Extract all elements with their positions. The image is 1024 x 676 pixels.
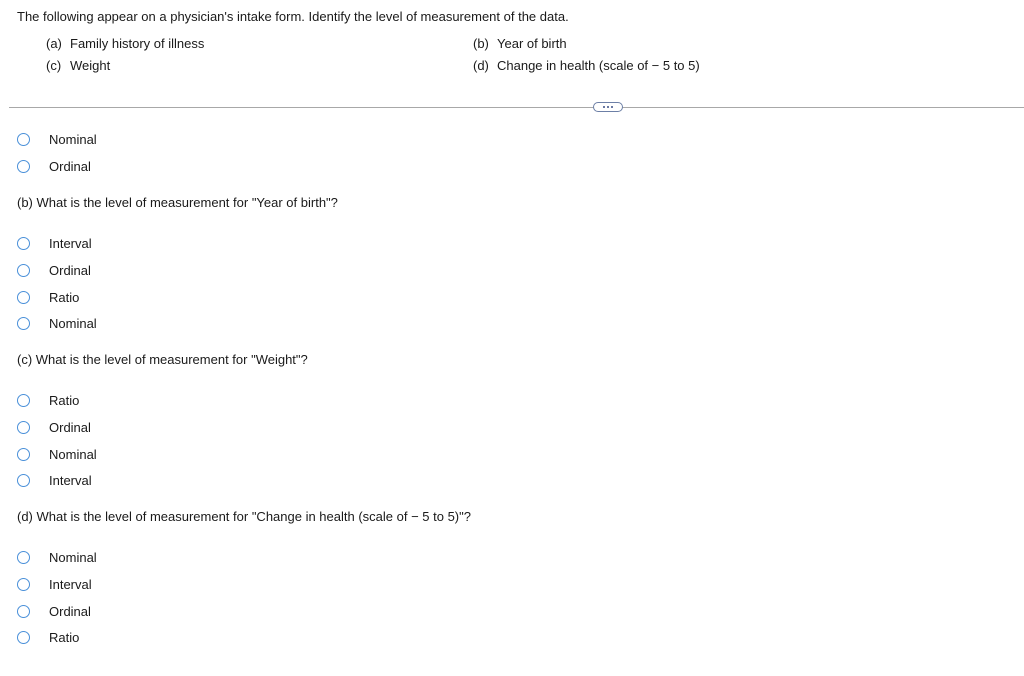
option-label: Ordinal	[49, 419, 91, 435]
problem-intro: The following appear on a physician's intake form. Identify the level of measurement of the data.	[17, 9, 569, 24]
option-b-nominal[interactable]	[17, 314, 97, 332]
option-label: Ratio	[49, 289, 80, 305]
item-b-letter: (b)	[473, 36, 489, 51]
option-label: Interval	[49, 472, 92, 488]
option-label: Nominal	[49, 549, 97, 565]
option-label: Ratio	[49, 392, 80, 408]
radio-icon[interactable]	[17, 474, 30, 487]
item-b-text: Year of birth	[497, 36, 567, 51]
item-a-letter: (a)	[46, 36, 62, 51]
option-d-nominal[interactable]	[17, 548, 97, 566]
question-b: (b) What is the level of measurement for "Year of birth"?	[17, 195, 338, 210]
radio-icon[interactable]	[17, 578, 30, 591]
section-divider	[9, 107, 1024, 108]
option-b-ordinal[interactable]	[17, 261, 91, 279]
item-d-text: Change in health (scale of − 5 to 5)	[497, 58, 700, 73]
option-b-interval[interactable]	[17, 234, 92, 252]
radio-icon[interactable]	[17, 160, 30, 173]
ellipsis-icon[interactable]	[593, 102, 623, 112]
radio-icon[interactable]	[17, 605, 30, 618]
item-c-letter: (c)	[46, 58, 62, 73]
option-a-nominal[interactable]	[17, 130, 97, 148]
option-c-interval[interactable]	[17, 471, 92, 489]
item-d	[473, 58, 700, 73]
option-b-ratio[interactable]	[17, 288, 79, 306]
question-c: (c) What is the level of measurement for "Weight"?	[17, 352, 308, 367]
radio-icon[interactable]	[17, 291, 30, 304]
option-c-ratio[interactable]	[17, 391, 79, 409]
option-label: Nominal	[49, 131, 97, 147]
item-c-text: Weight	[70, 58, 111, 73]
option-label: Nominal	[49, 315, 97, 331]
radio-icon[interactable]	[17, 317, 30, 330]
option-label: Ordinal	[49, 158, 91, 174]
option-d-ordinal[interactable]	[17, 602, 91, 620]
option-label: Ordinal	[49, 262, 91, 278]
radio-icon[interactable]	[17, 237, 30, 250]
item-b	[473, 36, 567, 51]
radio-icon[interactable]	[17, 394, 30, 407]
radio-icon[interactable]	[17, 631, 30, 644]
item-c	[46, 58, 110, 73]
question-d: (d) What is the level of measurement for "Change in health (scale of − 5 to 5)"?	[17, 509, 471, 524]
option-label: Interval	[49, 576, 92, 592]
radio-icon[interactable]	[17, 133, 30, 146]
option-d-interval[interactable]	[17, 575, 92, 593]
item-d-letter: (d)	[473, 58, 489, 73]
option-label: Ordinal	[49, 603, 91, 619]
option-d-ratio[interactable]	[17, 628, 79, 646]
radio-icon[interactable]	[17, 448, 30, 461]
option-label: Nominal	[49, 446, 97, 462]
option-a-ordinal[interactable]	[17, 157, 91, 175]
option-c-nominal[interactable]	[17, 445, 97, 463]
item-a-text: Family history of illness	[70, 36, 205, 51]
option-label: Interval	[49, 235, 92, 251]
radio-icon[interactable]	[17, 421, 30, 434]
radio-icon[interactable]	[17, 551, 30, 564]
item-a	[46, 36, 204, 51]
option-c-ordinal[interactable]	[17, 418, 91, 436]
option-label: Ratio	[49, 629, 80, 645]
radio-icon[interactable]	[17, 264, 30, 277]
